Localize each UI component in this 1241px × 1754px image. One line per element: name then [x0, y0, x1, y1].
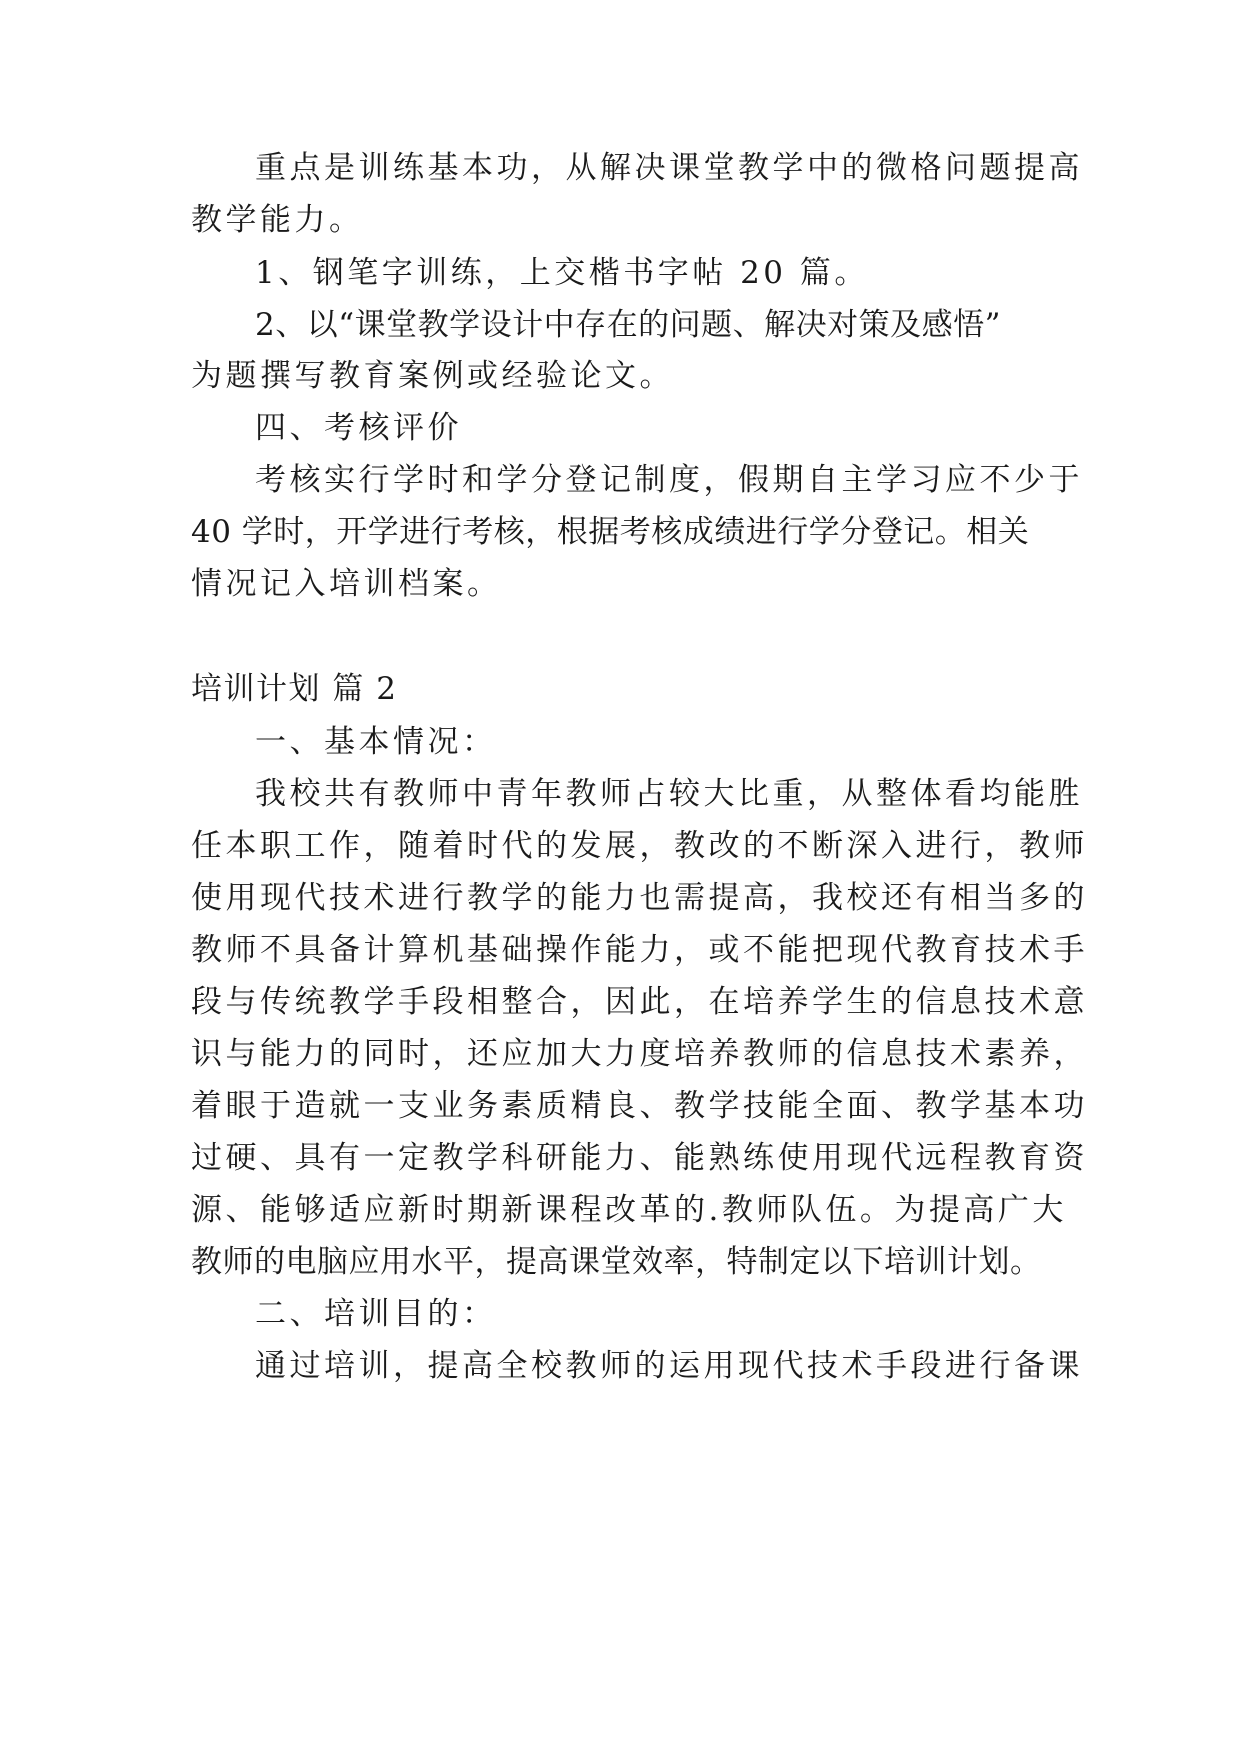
paragraph-line: 教师不具备计算机基础操作能力，或不能把现代教育技术手 — [191, 932, 1088, 968]
list-item: 2、以“课堂教学设计中存在的问题、解决对策及感悟” — [255, 307, 1001, 343]
paragraph-line: 通过培训，提高全校教师的运用现代技术手段进行备课 — [255, 1348, 1083, 1384]
paragraph-line: 重点是训练基本功，从解决课堂教学中的微格问题提高 — [255, 150, 1083, 186]
paragraph-line: 40 学时，开学进行考核，根据考核成绩进行学分登记。相关 — [191, 514, 1030, 550]
paragraph-line: 识与能力的同时，还应加大力度培养教师的信息技术素养， — [191, 1036, 1088, 1072]
paragraph-line: 考核实行学时和学分登记制度，假期自主学习应不少于 — [255, 462, 1083, 498]
article-title: 培训计划 篇 2 — [191, 671, 398, 707]
paragraph-line: 着眼于造就一支业务素质精良、教学技能全面、教学基本功 — [191, 1088, 1088, 1124]
list-item: 1、钢笔字训练，上交楷书字帖 20 篇。 — [255, 255, 869, 291]
section-heading: 四、考核评价 — [255, 410, 462, 446]
paragraph-line: 过硬、具有一定教学科研能力、能熟练使用现代远程教育资 — [191, 1140, 1088, 1176]
paragraph-line: 教师的电脑应用水平，提高课堂效率，特制定以下培训计划。 — [191, 1244, 1042, 1280]
paragraph-line: 任本职工作，随着时代的发展，教改的不断深入进行，教师 — [191, 828, 1088, 864]
paragraph-line: 源、能够适应新时期新课程改革的.教师队伍。为提高广大 — [191, 1192, 1067, 1228]
section-heading: 二、培训目的： — [255, 1296, 497, 1332]
paragraph-line: 段与传统教学手段相整合，因此，在培养学生的信息技术意 — [191, 984, 1088, 1020]
paragraph-line: 使用现代技术进行教学的能力也需提高，我校还有相当多的 — [191, 880, 1088, 916]
paragraph-line: 为题撰写教育案例或经验论文。 — [191, 358, 674, 394]
paragraph-line: 情况记入培训档案。 — [191, 566, 502, 602]
paragraph-line: 教学能力。 — [191, 202, 364, 238]
section-heading: 一、基本情况： — [255, 724, 497, 760]
paragraph-line: 我校共有教师中青年教师占较大比重，从整体看均能胜 — [255, 776, 1083, 812]
